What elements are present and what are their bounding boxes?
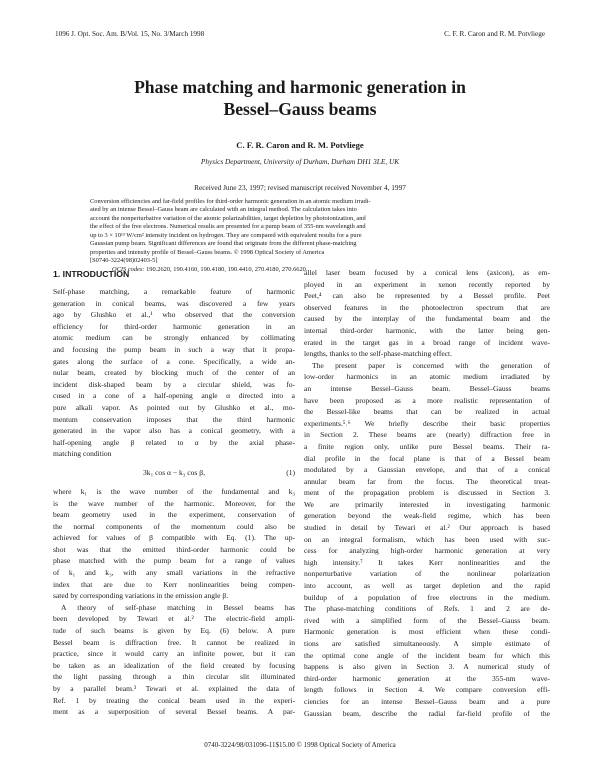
text-line: sated by corresponding variations in the emission angle β. [53, 591, 229, 601]
text-line: and focusing the pump beam in such a way that it propa- [53, 344, 295, 354]
text-line: internal third-order harmonic, with the latter being gen- [304, 325, 550, 335]
text-line: where k₁ is the wave number of the fundamental and k₃ [53, 486, 295, 496]
text-line: shot was that the emitted third-order harmonic could be [53, 544, 295, 554]
text-line: the normal components of the momentum could also be [53, 521, 295, 531]
text-line: We are primarily interested in investigating harmonic [304, 499, 550, 509]
title-line: Bessel–Gauss beams [223, 99, 377, 119]
text-line: mentum conservation imposes that the third harmonic [53, 414, 295, 424]
text-line: practice, since it would carry an infinite power, but it can [53, 649, 295, 659]
text-line: ment of the propagation problem is discussed in Section 3. [304, 488, 550, 498]
abstract-line: Conversion efficiencies and far-field profiles for third-order harmonic generation in an atomic medium irradi- [90, 198, 371, 205]
text-line: is the wave number of the harmonic. Moreover, for the [53, 498, 295, 508]
paper-authors: C. F. R. Caron and R. M. Potvliege [236, 140, 364, 150]
text-line: Bessel beam is diffraction free. It cannot be realized in [53, 637, 295, 647]
abstract-line: properties and intensity profile of Bessel–Gauss beams. © 1998 Optical Society of America [90, 248, 325, 256]
text-line: matching condition [53, 449, 112, 459]
text-line: the optimal cone angle of the incident beam for which this [304, 650, 550, 660]
text-line: ago by Glushko et al.,¹ who observed that the conversion [53, 310, 295, 320]
abstract-line: the effect of the free electrons. Numerical results are presented for a pump beam of 355-nm wavelength and [90, 223, 366, 231]
text-line: allel laser beam focused by a conical lens (axicon), as em- [304, 268, 550, 277]
text-line: cess for analyzing high-order harmonic generation at very [304, 546, 550, 556]
text-line: tude of such beams is given by Eq. (6) below. A pure [53, 626, 295, 636]
text-line: erated in the target gas in a broad range of incident wave- [304, 337, 550, 347]
text-line: incident disk-shaped beam by a circular shield, was fo- [53, 379, 295, 389]
text-line: a finite region only, unlike pure Bessel beams. Their ra- [304, 441, 550, 451]
text-line: half-opening angle β related to α by the axial phase- [53, 437, 295, 447]
text-line: dial profile in the focal plane is that of a Bessel beam [304, 453, 550, 463]
text-line: happens is also given in Section 3. A numerical study of [304, 662, 550, 672]
page-footer: 0740-3224/98/031096-11$15.00 © 1998 Optical Society of America [204, 741, 396, 749]
text-line: buildup of a population of free electrons in the medium. [304, 592, 550, 602]
text-line: in Section 2. These beams are (nearly) diffraction free in [304, 430, 550, 440]
text-line: Self-phase matching, a remarkable feature of harmonic [53, 287, 295, 296]
intro-paragraph-2-continued [304, 267, 550, 360]
text-line: on an integral formalism, which has been used with suc- [304, 534, 550, 544]
text-line: tions are satisfied simultaneously. A simple estimate of [304, 639, 550, 648]
text-line: beam geometry used in the experiment, conservation of [53, 510, 295, 520]
received-dates: Received June 23, 1997; revised manuscript received November 4, 1997 [194, 183, 406, 192]
text-line: caused by the interplay of the fundamental beam and the [304, 314, 550, 324]
intro-paragraph-2 [53, 602, 295, 718]
text-line: ployed in an experiment in xenon recently reported by [304, 279, 550, 289]
ocis-label: OCIS codes: [112, 265, 145, 273]
text-line: by a parallel beam.³ Tewari et al. explained the data of [53, 684, 295, 693]
text-line: Harmonic generation is most efficient when these condi- [304, 627, 550, 637]
equation-1 [53, 460, 295, 486]
text-line: the Bessel-like beams that can be realized in actual [304, 407, 550, 417]
intro-paragraph-1 [53, 286, 295, 460]
ocis-codes: 190.2620, 190.4160, 190.4180, 190.4410, 270.4180, 270.6620. [146, 265, 308, 273]
equation-number: (1) [286, 467, 295, 477]
text-line: efficiency for third-order harmonic generation in an [53, 321, 295, 331]
text-line: been developed by Tewari et al.² The electric-field ampli- [53, 614, 295, 624]
text-line: rived with a simplified form of the Bessel–Gauss beam. [304, 615, 550, 625]
paper-title [60, 76, 540, 120]
abstract-line: Gaussian pump beam. Significant differences are found that originate from the different phase-matching [90, 240, 357, 248]
text-line: generation in conical beams, was discovered a few years [53, 298, 295, 308]
text-line: nular beam, created by blocking much of the center of an [53, 368, 295, 378]
text-line: studied in detail by Tewari et al.² Our approach is based [304, 523, 550, 533]
text-line: of k₁ and k₃, with any small variations in the refractive [53, 568, 295, 578]
text-line: observed features in the photoelectron spectrum that are [304, 302, 550, 312]
text-line: lengths, thanks to the self-phase-matching effect. [304, 349, 453, 359]
text-line: high intensity.⁷ It takes Kerr nonlinearities and the [304, 557, 550, 567]
abstract-line: up to 3 × 10¹³ W/cm² intensity incident on hydrogen. They are compared with equivalent results for a pure [90, 231, 362, 239]
intro-paragraph-1-continued [53, 486, 295, 602]
text-line: index that are due to Kerr nonlinearities being compen- [53, 579, 295, 589]
text-line: achieved for values of β compatible with Eq. (1). The up- [53, 533, 295, 543]
abstract [90, 198, 510, 274]
running-header [55, 30, 545, 42]
text-line: Gaussian beam, describe the radial far-field profile of the [304, 708, 550, 718]
text-line: generation beyond the weak-field regime, which has been [304, 511, 550, 521]
text-line: modulated by a Gaussian envelope, and that of a conical [304, 465, 550, 475]
equation-text: 3k₁ cos α − k₃ cos β, [143, 467, 205, 477]
text-line: cused in a cone of a half-opening angle α directed into a [53, 391, 295, 401]
text-line: A theory of self-phase matching in Bessel beams has [61, 602, 295, 612]
text-line: atomic medium can be strongly enhanced by collimating [53, 333, 295, 343]
header-journal-info: 1096 J. Opt. Soc. Am. B/Vol. 15, No. 3/March 1998 [55, 30, 205, 38]
text-line: the light passing through a thin circular slit illuminated [53, 672, 295, 682]
text-line: an intense Bessel–Gauss beam. Bessel–Gauss beams [304, 383, 550, 393]
intro-paragraph-3 [304, 360, 550, 719]
text-line: have been proposed as a more realistic representation of [304, 395, 550, 405]
text-line: phase matched with the pump beam for a range of values [53, 556, 295, 566]
text-line: gates along the surface of a cone. Specifically, a wide an- [53, 356, 295, 366]
text-line: pure alkali vapor. As pointed out by Glushko et al., mo- [53, 402, 295, 412]
left-column [53, 267, 295, 718]
right-column [304, 267, 550, 719]
abstract-line: account the nonperturbative variation of the atomic polarizabilities, target depletion by photoionization, and [90, 214, 366, 222]
text-line: ciencies for an intense Bessel–Gauss beam and a pure [304, 696, 550, 706]
text-line: annular beam far from the focus. The theoretical treat- [304, 476, 550, 486]
text-line: generated in the vapor also has a conical geometry, with a [53, 426, 295, 436]
text-line: nonperturbative variation of the nonlinear polarization [304, 569, 550, 579]
title-line: Phase matching and harmonic generation in [134, 77, 466, 97]
text-line: length follows in Section 4. We compare conversion effi- [304, 685, 550, 695]
text-line: ment as a superposition of several Bessel beams. A par- [53, 707, 295, 717]
text-line: Ref. 1 by treating the conical beam used in the experi- [53, 695, 295, 705]
text-line: The phase-matching conditions of Refs. 1 and 2 are de- [304, 604, 550, 614]
text-line: experiments.⁵˒⁶ We briefly describe their basic properties [304, 418, 550, 428]
text-line: low-order harmonics in an atomic medium irradiated by [304, 372, 550, 382]
text-line: The present paper is concerned with the generation of [312, 360, 550, 370]
text-line: be taken as an idealization of the field created by focusing [53, 660, 295, 670]
abstract-line: [S0740-3224(98)02403-5] [90, 257, 158, 265]
text-line: into account, as well as target depletion and the rapid [304, 581, 550, 591]
section-heading-introduction: 1. INTRODUCTION [53, 269, 130, 279]
header-authors: C. F. R. Caron and R. M. Potvliege [444, 30, 545, 38]
text-line: Peet,⁴ can also be represented by a Bessel profile. Peet [304, 291, 550, 301]
author-affiliation: Physics Department, University of Durham, Durham DH1 3LE, UK [200, 157, 400, 166]
abstract-line: ated by an intense Bessel–Gauss beam are calculated with an integral method. The calculation takes into [90, 206, 357, 214]
text-line: third-order harmonic generation at the 355-nm wave- [304, 673, 550, 683]
